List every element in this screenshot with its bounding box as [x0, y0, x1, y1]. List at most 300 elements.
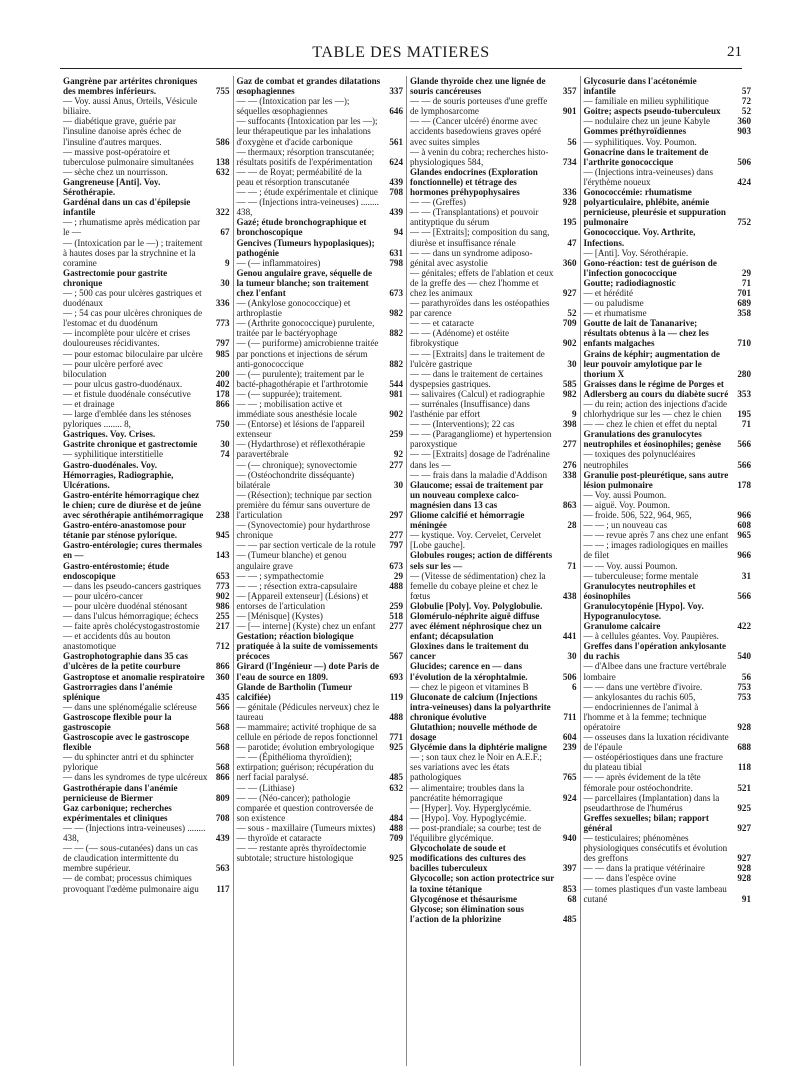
index-entry: [63, 177, 230, 197]
entry-text: — (Arthrite gonococcique) purulente, traitée par le bactéryophage: [236, 318, 375, 339]
index-entry: [584, 833, 752, 863]
index-entry: [237, 742, 404, 752]
index-entry: [63, 389, 230, 399]
entry-text: — faite après cholécystogastrostomie: [63, 621, 200, 632]
index-entry: [410, 873, 577, 893]
index-entry: [63, 409, 230, 429]
index-entry: [237, 217, 404, 237]
entry-text: Greffes sexuelles; bilan; rapport général: [583, 812, 709, 833]
entry-page-ref: 72: [741, 96, 751, 107]
entry-text: — tuberculeuse; forme mentale: [583, 570, 699, 581]
index-entry: [63, 752, 230, 772]
entry-page-ref: 928: [737, 863, 751, 874]
index-entry: [63, 601, 230, 611]
index-entry: [584, 298, 752, 308]
entry-page-ref: 853: [562, 883, 577, 894]
entry-text: — (Ostéochondrite disséquante) bilatérale: [236, 469, 355, 490]
index-entry: [584, 76, 752, 96]
entry-page-ref: 439: [389, 207, 403, 218]
entry-page-ref: 397: [562, 863, 577, 874]
index-entry: [63, 268, 230, 288]
entry-text: — (Injections intra-veineuses) dans l'érythème noueux: [583, 166, 714, 187]
entry-page-ref: 965: [737, 530, 751, 541]
index-entry: [584, 581, 752, 601]
index-entry: [237, 298, 404, 318]
index-entry: [410, 318, 577, 328]
entry-text: — et drainage: [63, 399, 115, 409]
page-header: [60, 44, 742, 66]
entry-page-ref: 276: [562, 459, 577, 470]
index-column-3: [407, 76, 581, 1066]
header-rule: [60, 68, 742, 69]
index-entry: [410, 116, 577, 146]
entry-text: — — (Néo-cancer); pathologie comparée et question controversée de son existence: [236, 792, 374, 823]
entry-text: — Voy. aussi Poumon.: [583, 489, 667, 500]
entry-page-ref: 734: [562, 156, 577, 167]
entry-text: — sèche chez un nourrisson.: [63, 166, 168, 177]
index-entry: [410, 601, 577, 611]
entry-page-ref: 982: [389, 308, 403, 319]
index-entry: [63, 96, 230, 116]
entry-text: Gencives (Tumeurs hypoplasiques); pathogénie: [236, 237, 375, 258]
entry-page-ref: 9: [571, 409, 577, 420]
index-entry: [63, 702, 230, 712]
entry-text: — dans une splénomégalie scléreuse: [63, 701, 197, 712]
entry-text: — — par section verticale de la rotule: [236, 540, 376, 551]
index-entry: [584, 227, 752, 247]
entry-page-ref: 259: [389, 429, 403, 440]
index-entry: [584, 349, 752, 379]
entry-page-ref: 809: [215, 792, 230, 803]
entry-text: — syphilitique interstitielle: [63, 449, 164, 460]
index-entry: [410, 611, 577, 641]
entry-text: — alimentaire; troubles dans la pancréatite hémorragique: [410, 782, 525, 803]
entry-page-ref: 928: [737, 722, 751, 732]
entry-page-ref: 568: [215, 722, 230, 732]
entry-text: — — de Royat; perméabilité de la peau et résorption transcutanée: [236, 166, 362, 187]
index-entry: [63, 147, 230, 167]
entry-page-ref: 797: [389, 540, 403, 551]
index-entry: [410, 349, 577, 369]
entry-page-ref: 30: [567, 358, 577, 369]
index-entry: [584, 116, 752, 126]
index-entry: [584, 399, 752, 419]
entry-page-ref: 563: [215, 863, 230, 874]
entry-text: Glycocholate de soude et modifications des cultures des bacilles tuberculeux: [410, 843, 526, 874]
entry-text: — — (Intoxication par les —); séquelles œsophagiennes: [236, 96, 350, 117]
index-entry: [237, 460, 404, 470]
entry-page-ref: 646: [389, 106, 403, 117]
entry-page-ref: 143: [215, 550, 230, 561]
index-entry: [410, 197, 577, 207]
entry-text: — — dans la pratique vétérinaire: [583, 863, 705, 874]
entry-text: — — (Injections intra-veineuses) ........ 438,: [63, 822, 206, 844]
index-entry: [63, 460, 230, 490]
entry-text: — d'Albee dans une fracture vertébrale lombaire: [583, 661, 727, 682]
entry-text: Goitre; aspects pseudo-tuberculeux: [583, 106, 721, 117]
index-entry: [410, 904, 577, 924]
index-entry: [237, 187, 404, 197]
entry-text: — — ; un nouveau cas: [583, 520, 668, 531]
entry-page-ref: 57: [741, 86, 751, 97]
entry-page-ref: 6: [571, 681, 577, 692]
entry-text: — (Vitesse de sédimentation) chez la femelle du cobaye pleine et chez le fœtus: [410, 570, 546, 601]
index-entry: [63, 621, 230, 631]
entry-page-ref: 712: [215, 641, 230, 652]
index-entry: [237, 682, 404, 702]
entry-text: Glaucome; essai de traitement par un nouveau complexe calco-magnésien dans 13 cas: [410, 479, 544, 510]
entry-text: — de combat; processus chimiques provoquant l'œdème pulmonaire aigu: [63, 873, 199, 894]
entry-page-ref: 29: [741, 267, 751, 278]
index-entry: [410, 248, 577, 268]
entry-text: — familiale en milieu syphilitique: [583, 96, 709, 107]
entry-text: — — (Lithiase): [236, 782, 295, 793]
entry-page-ref: 585: [562, 378, 577, 389]
entry-page-ref: 521: [737, 782, 751, 793]
entry-text: — et fistule duodénale consécutive: [63, 388, 191, 399]
entry-page-ref: 337: [389, 86, 403, 97]
index-entry: [237, 631, 404, 661]
entry-text: — pour ulcère perforé avec biloculation: [63, 358, 163, 379]
entry-text: Goutte; radiodiagnostic: [583, 277, 676, 288]
entry-page-ref: 52: [567, 308, 577, 319]
entry-text: — suffocants (Intoxication par les —); leur thérapeutique par les inhalations d'oxygène et d'acide carbonique: [236, 116, 378, 147]
entry-text: — — ; mobilisation active et immédiate sous anesthésie locale: [236, 399, 357, 420]
entry-page-ref: 566: [737, 459, 751, 470]
entry-text: — — [Extraits] dosage de l'adrénaline dans les —: [410, 449, 550, 470]
index-entry: [410, 823, 577, 843]
entry-page-ref: 239: [562, 742, 577, 753]
index-entry: [584, 137, 752, 147]
entry-page-ref: 9: [224, 257, 230, 268]
index-entry: [584, 702, 752, 732]
index-entry: [63, 631, 230, 651]
index-entry: [410, 752, 577, 782]
index-entry: [63, 238, 230, 268]
entry-page-ref: 441: [562, 631, 577, 642]
entry-text: Gastrectomie pour gastrite chronique: [63, 267, 168, 288]
index-entry: [410, 550, 577, 570]
entry-page-ref: 91: [741, 893, 751, 904]
index-entry: [410, 419, 577, 429]
index-entry: [584, 540, 752, 560]
index-entry: [584, 278, 752, 288]
entry-page-ref: 506: [737, 156, 751, 167]
index-columns: [60, 76, 754, 1066]
entry-text: — endocriniennes de l'animal à l'homme et à la femme; technique opératoire: [583, 701, 707, 732]
entry-text: — thyroïde et cataracte: [236, 833, 322, 844]
entry-page-ref: 708: [389, 187, 403, 198]
index-entry: [584, 884, 752, 904]
index-entry: [237, 611, 404, 621]
entry-page-ref: 28: [567, 520, 577, 531]
entry-page-ref: 927: [737, 822, 751, 833]
entry-text: Graisses dans le régime de Porges et Adlersberg au cours du diabète sucré: [583, 378, 729, 399]
entry-text: — pour ulcus gastro-duodénaux.: [63, 378, 183, 389]
index-entry: [584, 318, 752, 348]
entry-text: Globules rouges; action de différents sels sur les —: [410, 550, 553, 571]
entry-page-ref: 67: [220, 227, 230, 238]
entry-page-ref: 631: [389, 247, 403, 258]
entry-page-ref: 439: [215, 833, 230, 844]
entry-page-ref: 506: [562, 671, 577, 682]
entry-page-ref: 92: [393, 449, 403, 460]
entry-page-ref: 544: [389, 378, 403, 389]
index-entry: [584, 571, 752, 581]
entry-page-ref: 56: [741, 671, 751, 682]
index-entry: [237, 823, 404, 833]
entry-text: — ; 500 cas pour ulcères gastriques et duodénaux: [63, 287, 202, 309]
entry-page-ref: 753: [737, 681, 751, 692]
entry-text: — et rhumatisme: [583, 308, 647, 319]
entry-page-ref: 259: [389, 600, 403, 611]
entry-text: — — restante après thyroïdectomie subtotale; structure histologique: [236, 843, 367, 864]
index-entry: [237, 389, 404, 399]
index-entry: [410, 268, 577, 298]
entry-page-ref: 688: [737, 742, 751, 753]
index-entry: [410, 641, 577, 661]
entry-text: — osseuses dans la luxation récidivante de l'épaule: [583, 732, 729, 753]
entry-page-ref: 360: [737, 116, 751, 127]
index-entry: [410, 843, 577, 873]
entry-text: Gastroscope flexible pour la gastroscopie: [63, 711, 172, 732]
index-entry: [584, 96, 752, 106]
entry-text: — dans les syndromes de type ulcéreux: [63, 772, 208, 783]
index-entry: [584, 500, 752, 510]
entry-text: — — chez le chien et effet du neptal: [583, 419, 718, 430]
index-entry: [63, 349, 230, 359]
index-entry: [410, 803, 577, 813]
index-entry: [410, 76, 577, 96]
entry-page-ref: 882: [389, 328, 403, 339]
entry-text: — [Appareil extenseur] (Lésions) et entorses de l'articulation: [236, 590, 369, 611]
entry-page-ref: 47: [567, 237, 577, 248]
entry-text: — ; son taux chez le Noir en A.E.F.; ses variations avec les états pathologiques: [410, 752, 542, 783]
index-entry: [410, 480, 577, 510]
entry-text: — [Hyper]. Voy. Hyperglycémie.: [410, 802, 532, 813]
entry-text: — sous - maxillaire (Tumeurs mixtes): [236, 822, 376, 833]
index-entry: [237, 581, 404, 591]
entry-page-ref: 31: [741, 570, 751, 581]
entry-page-ref: 488: [389, 822, 403, 833]
entry-text: Granulocytopénie [Hypo]. Voy. Hypogranulocytose.: [583, 600, 704, 621]
entry-page-ref: 360: [215, 671, 230, 682]
entry-page-ref: 966: [737, 510, 751, 521]
entry-text: — pour ulcéro-cancer: [63, 590, 143, 601]
page-number: 21: [727, 44, 742, 60]
entry-page-ref: 701: [737, 287, 751, 298]
index-entry: [63, 873, 230, 893]
index-entry: [410, 369, 577, 389]
index-entry: [410, 429, 577, 449]
entry-text: Granulome calcaire: [583, 621, 661, 632]
index-entry: [584, 379, 752, 399]
entry-text: — génitale (Pédicules nerveux) chez le taureau: [236, 701, 380, 722]
entry-page-ref: 632: [389, 782, 403, 793]
entry-text: Globulie [Poly]. Voy. Polyglobulie.: [410, 600, 543, 611]
index-entry: [237, 550, 404, 570]
entry-text: Gommes préthyroïdiennes: [583, 126, 687, 137]
entry-page-ref: 903: [737, 126, 751, 137]
entry-text: Gastrothérapie dans l'anémie pernicieuse de Biermer: [63, 782, 178, 803]
index-entry: [584, 752, 752, 772]
entry-page-ref: 608: [737, 520, 751, 531]
entry-page-ref: 277: [389, 530, 403, 541]
entry-text: Genou angulaire grave, séquelle de la tumeur blanche; son traitement chez l'enfant: [236, 267, 372, 298]
index-entry: [237, 490, 404, 520]
index-entry: [237, 147, 404, 167]
index-entry: [584, 167, 752, 187]
entry-text: — — (Injections intra-veineuses) ........ 438,: [236, 197, 379, 218]
entry-page-ref: 982: [562, 388, 577, 399]
entry-text: — massive post-opératoire et tuberculose pulmonaire simultanées: [63, 146, 194, 167]
entry-text: — — dans le traitement de certaines dyspepsies gastriques.: [410, 368, 543, 389]
index-entry: [410, 96, 577, 116]
entry-page-ref: 901: [562, 106, 577, 117]
entry-text: — (— puriforme) amicrobienne traitée par ponctions et injections de sérum anti-gonococcique: [236, 338, 379, 369]
entry-text: — — (— sous-cutanées) dans un cas de claudication intermittente du membre supérieur.: [63, 843, 198, 874]
index-entry: [237, 96, 404, 116]
entry-text: — — (Cancer ulcéré) énorme avec accidents basedowiens graves opéré avec suites simples: [410, 116, 542, 147]
entry-text: — [Ménisque] (Kystes): [236, 610, 323, 621]
entry-page-ref: 755: [215, 86, 230, 97]
index-entry: [584, 631, 752, 641]
entry-text: Gluconate de calcium (Injections intra-veineuses) dans la polyarthrite chronique évolutive: [410, 691, 551, 722]
index-entry: [584, 641, 752, 661]
index-entry: [410, 298, 577, 318]
entry-text: — nodulaire chez un jeune Kabyle: [583, 116, 711, 127]
index-entry: [584, 772, 752, 792]
index-entry: [584, 449, 752, 469]
entry-text: Gastro-entérostomie; étude endoscopique: [63, 560, 169, 581]
index-entry: [237, 783, 404, 793]
entry-page-ref: 985: [215, 348, 230, 359]
index-entry: [584, 187, 752, 227]
index-entry: [584, 873, 752, 883]
entry-page-ref: 358: [737, 308, 751, 319]
entry-page-ref: 753: [737, 691, 751, 702]
entry-page-ref: 68: [567, 893, 577, 904]
entry-page-ref: 255: [215, 610, 230, 621]
entry-page-ref: 928: [562, 197, 577, 208]
entry-page-ref: 178: [215, 388, 230, 399]
entry-page-ref: 773: [215, 318, 230, 329]
index-entry: [410, 894, 577, 904]
entry-page-ref: 981: [389, 388, 403, 399]
entry-page-ref: 925: [737, 802, 751, 813]
entry-text: Gazé; étude bronchographique et bronchoscopique: [236, 217, 367, 238]
entry-text: — [Hypo]. Voy. Hypoglycémie.: [410, 812, 527, 823]
index-entry: [237, 621, 404, 631]
entry-text: — surrénales (Insuffisance) dans l'asthénie par effort: [410, 399, 530, 420]
index-entry: [584, 520, 752, 530]
entry-text: — (— inflammatoires): [236, 257, 321, 268]
index-entry: [410, 510, 577, 530]
index-entry: [584, 682, 752, 692]
index-entry: [63, 379, 230, 389]
entry-page-ref: 568: [215, 742, 230, 753]
index-entry: [584, 661, 752, 681]
entry-text: — — ; étude expérimentale et clinique: [236, 187, 378, 198]
entry-page-ref: 765: [562, 772, 577, 783]
entry-page-ref: 74: [220, 449, 230, 460]
entry-text: — thermaux; résorption transcutanée; résultats positifs de l'expérimentation: [236, 146, 375, 167]
entry-page-ref: 866: [215, 772, 230, 783]
entry-text: Gangreneuse [Anti]. Voy. Sérothérapie.: [63, 176, 161, 198]
entry-text: — mammaire; activité trophique de sa cellule en période de repos fonctionnel: [236, 722, 378, 743]
index-entry: [63, 843, 230, 873]
index-column-4: [581, 76, 755, 1066]
entry-page-ref: 773: [215, 580, 230, 591]
index-entry: [410, 328, 577, 348]
entry-page-ref: 945: [215, 530, 230, 541]
index-entry: [584, 490, 752, 500]
entry-text: Gastro-duodénales. Voy. Hémorragies, Radiographie, Ulcérations.: [63, 459, 174, 490]
index-entry: [584, 126, 752, 136]
entry-page-ref: 336: [562, 187, 577, 198]
entry-page-ref: 750: [215, 419, 230, 430]
index-entry: [63, 217, 230, 237]
entry-page-ref: 927: [737, 853, 751, 864]
entry-page-ref: 322: [215, 207, 230, 218]
index-entry: [237, 419, 404, 439]
entry-page-ref: 566: [737, 439, 751, 450]
index-entry: [584, 258, 752, 278]
index-entry: [237, 76, 404, 96]
entry-text: — (— purulente); traitement par le bacté-phagothérapie et l'arthrotomie: [236, 368, 368, 389]
index-entry: [63, 712, 230, 732]
index-entry: [584, 147, 752, 167]
page-title: TABLE DES MATIERES: [312, 44, 490, 61]
entry-page-ref: 586: [215, 136, 230, 147]
entry-text: Girard (l'Ingénieur —) dote Paris de l'eau de source en 1809.: [236, 661, 380, 682]
entry-page-ref: 925: [389, 742, 403, 753]
index-entry: [237, 571, 404, 581]
entry-text: Gloxines dans le traitement du cancer: [410, 641, 529, 662]
entry-text: — post-prandiale; sa courbe; test de l'équilibre glycémique.: [410, 822, 542, 844]
entry-page-ref: 902: [562, 338, 577, 349]
entry-page-ref: 424: [737, 176, 751, 187]
entry-text: Gastriques. Voy. Crises.: [63, 429, 156, 440]
entry-text: — pour estomac biloculaire par ulcère: [63, 348, 203, 359]
entry-page-ref: 488: [389, 711, 403, 722]
entry-page-ref: 863: [562, 499, 577, 510]
entry-text: Glandes endocrines (Exploration fonctionnelle) et tétrage des hormones préhypophysaires: [410, 166, 538, 198]
entry-page-ref: 398: [562, 419, 577, 430]
entry-page-ref: 709: [389, 833, 403, 844]
entry-text: — tomes plastiques d'un vaste lambeau cutané: [583, 883, 727, 904]
index-entry: [584, 530, 752, 540]
entry-text: — dans l'ulcus hémorragique; échecs: [63, 610, 199, 621]
entry-page-ref: 708: [215, 812, 230, 823]
entry-page-ref: 940: [562, 833, 577, 844]
index-entry: [410, 571, 577, 601]
entry-page-ref: 71: [567, 560, 577, 571]
index-entry: [237, 369, 404, 389]
index-entry: [237, 338, 404, 368]
entry-text: Glycose; son élimination sous l'action de la phlorizine: [410, 903, 524, 924]
entry-text: Gestation; réaction biologique pratiquée à la suite de vomissements précoces: [236, 631, 378, 662]
entry-text: — — frais dans la maladie d'Addison: [410, 469, 548, 480]
entry-page-ref: 119: [389, 691, 403, 702]
entry-text: — — après évidement de la tête fémorale pour ostéochondrite.: [583, 772, 701, 793]
entry-text: Glande thyroïde chez une lignée de souris cancéreuses: [410, 76, 546, 97]
index-entry: [63, 359, 230, 379]
index-entry: [237, 197, 404, 217]
entry-text: — (Résection); technique par section première du fémur sans ouverture de l'articulation: [236, 489, 372, 521]
index-entry: [63, 803, 230, 823]
index-entry: [410, 783, 577, 803]
